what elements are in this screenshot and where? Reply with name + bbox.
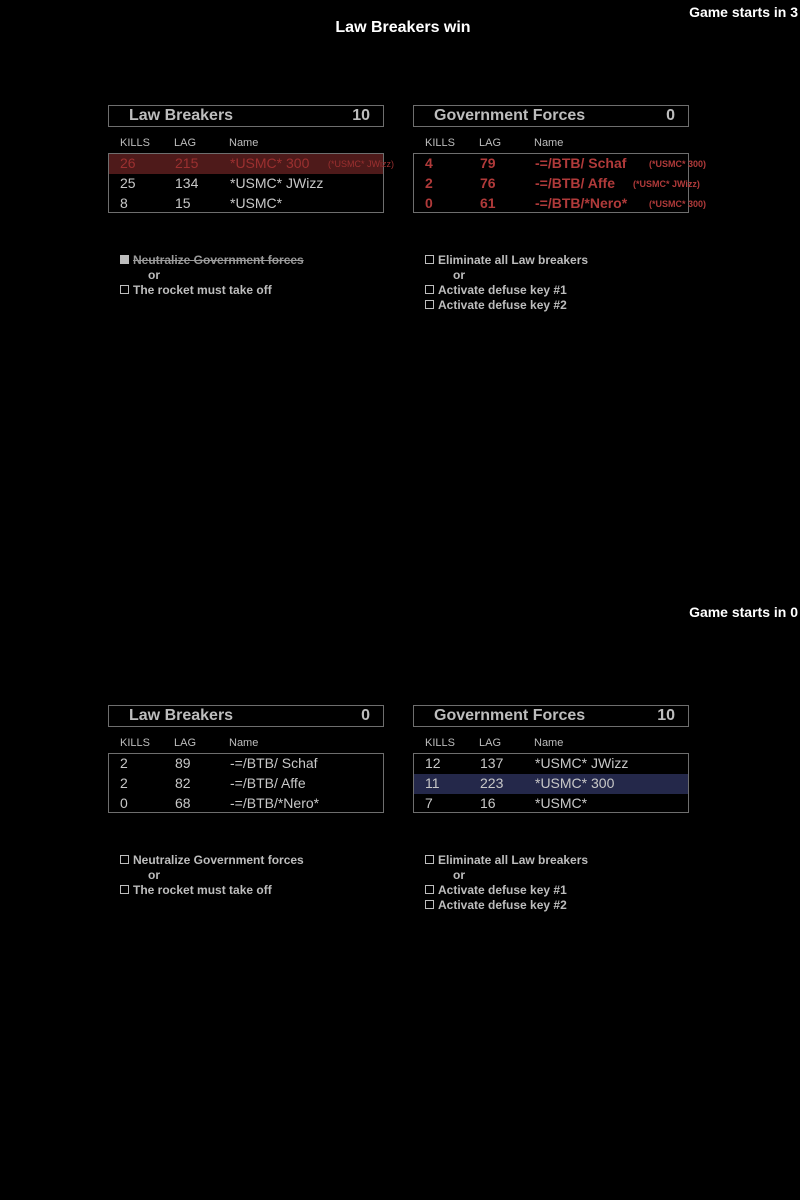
lag-header: LAG xyxy=(174,137,197,149)
player-kills: 26 xyxy=(120,155,136,171)
objective-or: or xyxy=(148,868,160,882)
player-kills: 0 xyxy=(425,195,433,211)
player-lag: 76 xyxy=(480,175,496,191)
player-kills: 2 xyxy=(120,755,128,771)
column-headers xyxy=(413,127,689,153)
objective-item xyxy=(425,898,588,913)
countdown-text: Game starts in 3 xyxy=(689,4,798,20)
player-row xyxy=(109,154,394,174)
checkbox-checked-icon xyxy=(120,255,129,264)
kills-header: KILLS xyxy=(425,737,455,749)
team-score: 0 xyxy=(361,707,370,724)
name-header: Name xyxy=(534,137,564,149)
column-headers xyxy=(108,727,384,753)
objective-or: or xyxy=(148,268,160,282)
player-kills: 4 xyxy=(425,155,433,171)
name-header: Name xyxy=(229,137,259,149)
player-row xyxy=(414,154,707,174)
objective-item xyxy=(120,883,304,898)
player-lag: 215 xyxy=(175,155,199,171)
objective-label: Neutralize Government forces xyxy=(133,853,304,867)
objective-item xyxy=(120,283,304,298)
objective-label: Activate defuse key #2 xyxy=(438,298,567,312)
player-kills: 2 xyxy=(425,175,433,191)
team-government-forces xyxy=(413,105,707,213)
player-name: -=/BTB/ Affe xyxy=(535,175,615,191)
kills-header: KILLS xyxy=(120,137,150,149)
player-name: *USMC* xyxy=(230,195,283,211)
objective-item xyxy=(425,883,588,898)
team-government-forces xyxy=(413,705,689,813)
player-lag: 61 xyxy=(480,195,496,211)
objective-item xyxy=(425,283,588,298)
team-header xyxy=(108,705,384,727)
objective-or: or xyxy=(453,268,465,282)
objective-item xyxy=(425,253,588,268)
objectives-law-breakers xyxy=(120,853,304,898)
objective-label: Eliminate all Law breakers xyxy=(438,253,589,267)
team-header xyxy=(413,705,689,727)
objective-item xyxy=(425,853,588,868)
objective-label: Activate defuse key #1 xyxy=(438,283,567,297)
player-list xyxy=(108,153,394,213)
player-name: *USMC* 300 xyxy=(230,155,310,171)
checkbox-icon xyxy=(425,255,434,264)
player-kills: 2 xyxy=(120,775,128,791)
team-law-breakers xyxy=(108,705,384,813)
player-observer: (*USMC* 300) xyxy=(649,199,707,209)
player-name: -=/BTB/ Affe xyxy=(230,775,306,791)
player-kills: 7 xyxy=(425,795,433,811)
player-observer: (*USMC* JWizz) xyxy=(328,159,394,169)
team-score: 10 xyxy=(352,107,370,124)
player-lag: 79 xyxy=(480,155,496,171)
player-name: *USMC* JWizz xyxy=(535,755,629,771)
player-list xyxy=(413,153,707,213)
objective-label: Neutralize Government forces xyxy=(133,253,304,267)
checkbox-icon xyxy=(120,855,129,864)
player-row xyxy=(414,774,688,794)
player-name: -=/BTB/ Schaf xyxy=(230,755,318,771)
kills-header: KILLS xyxy=(425,137,455,149)
objective-label: Activate defuse key #2 xyxy=(438,898,567,912)
player-list xyxy=(413,753,689,813)
objective-label: The rocket must take off xyxy=(133,283,272,297)
kills-header: KILLS xyxy=(120,737,150,749)
objectives-government-forces xyxy=(425,853,588,913)
objectives-law-breakers xyxy=(120,253,304,298)
player-row xyxy=(109,174,383,194)
name-header: Name xyxy=(229,737,259,749)
lag-header: LAG xyxy=(479,737,502,749)
checkbox-icon xyxy=(425,900,434,909)
player-row xyxy=(109,194,383,214)
objective-item xyxy=(120,853,304,868)
player-lag: 89 xyxy=(175,755,191,771)
player-name: *USMC* 300 xyxy=(535,775,615,791)
team-score: 10 xyxy=(657,707,675,724)
player-kills: 0 xyxy=(120,795,128,811)
player-list xyxy=(108,753,384,813)
player-lag: 15 xyxy=(175,195,191,211)
objectives-government-forces xyxy=(425,253,588,313)
objective-item xyxy=(120,253,304,268)
team-name: Law Breakers xyxy=(129,707,234,724)
player-name: -=/BTB/*Nero* xyxy=(535,195,628,211)
objective-label: The rocket must take off xyxy=(133,883,272,897)
player-name: *USMC* JWizz xyxy=(230,175,324,191)
player-lag: 16 xyxy=(480,795,496,811)
team-name: Government Forces xyxy=(434,107,586,124)
player-row xyxy=(109,754,383,774)
player-observer: (*USMC* 300) xyxy=(649,159,707,169)
team-law-breakers xyxy=(108,105,394,213)
countdown-text: Game starts in 0 xyxy=(689,604,798,620)
checkbox-icon xyxy=(120,285,129,294)
team-name: Law Breakers xyxy=(129,107,234,124)
lag-header: LAG xyxy=(479,137,502,149)
player-row xyxy=(414,174,700,194)
player-row xyxy=(414,754,688,774)
player-kills: 25 xyxy=(120,175,136,191)
checkbox-icon xyxy=(425,855,434,864)
player-name: -=/BTB/*Nero* xyxy=(230,795,320,811)
lag-header: LAG xyxy=(174,737,197,749)
player-kills: 12 xyxy=(425,755,441,771)
player-row xyxy=(109,794,383,814)
column-headers xyxy=(413,727,689,753)
team-header xyxy=(413,105,689,127)
objective-item xyxy=(425,298,588,313)
objective-label: Activate defuse key #1 xyxy=(438,883,567,897)
checkbox-icon xyxy=(120,885,129,894)
name-header: Name xyxy=(534,737,564,749)
team-header xyxy=(108,105,384,127)
team-score: 0 xyxy=(666,107,675,124)
player-row xyxy=(414,194,707,214)
player-observer: (*USMC* JWizz) xyxy=(633,179,700,189)
player-name: -=/BTB/ Schaf xyxy=(535,155,627,171)
objective-or: or xyxy=(453,868,465,882)
player-name: *USMC* xyxy=(535,795,588,811)
player-kills: 8 xyxy=(120,195,128,211)
player-lag: 68 xyxy=(175,795,191,811)
objective-label: Eliminate all Law breakers xyxy=(438,853,589,867)
player-lag: 82 xyxy=(175,775,191,791)
scoreboard-panel-2 xyxy=(0,600,800,1200)
player-lag: 137 xyxy=(480,755,504,771)
winner-banner: Law Breakers win xyxy=(335,19,471,36)
team-name: Government Forces xyxy=(434,707,586,724)
checkbox-icon xyxy=(425,885,434,894)
checkbox-icon xyxy=(425,285,434,294)
player-row xyxy=(414,794,688,814)
player-kills: 11 xyxy=(425,775,440,791)
column-headers xyxy=(108,127,384,153)
player-row xyxy=(109,774,383,794)
checkbox-icon xyxy=(425,300,434,309)
player-lag: 223 xyxy=(480,775,504,791)
player-lag: 134 xyxy=(175,175,199,191)
